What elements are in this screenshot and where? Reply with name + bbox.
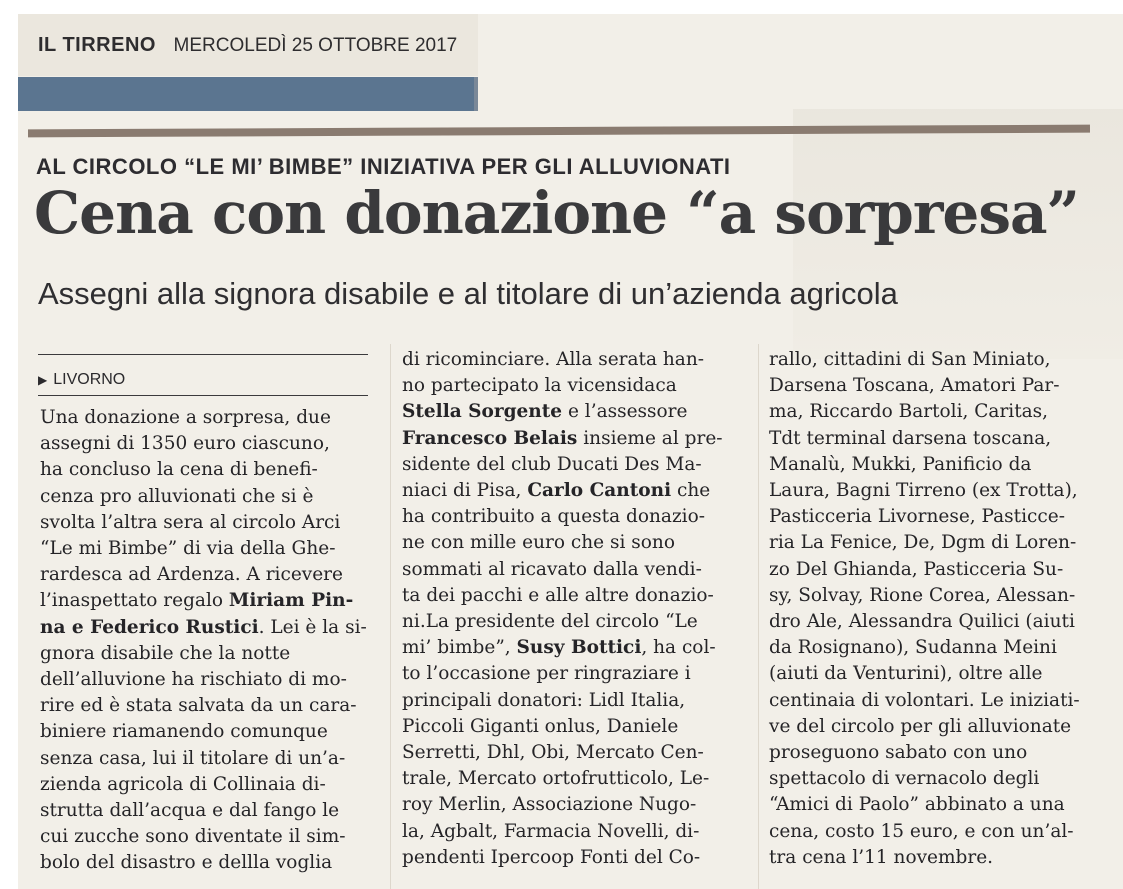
article-text-line: cui zucche sono diventate il sim-: [40, 826, 346, 848]
article-text-line: rallo, cittadini di San Miniato,: [769, 349, 1051, 370]
article-text-line: no partecipato la vicensidaca: [402, 375, 677, 397]
article-text-line: Laura, Bagni Tirreno (ex Trotta),: [769, 480, 1078, 502]
article-text-line: dro Ale, Alessandra Quilici (aiuti: [769, 611, 1075, 633]
article-text-line: senza casa, lui il titolare di un’a-: [40, 747, 346, 769]
article-text-line: svolta l’altra sera al circolo Arci: [40, 511, 341, 533]
article-column-3: [769, 347, 1114, 871]
article-text-line: rire ed è stata salvata da un cara-: [40, 695, 357, 717]
header-color-bar: [18, 77, 474, 111]
header-color-bar-edge: [474, 77, 478, 111]
article-text-line: spettacolo di vernacolo degli: [769, 768, 1040, 790]
article-text-line: zo Del Ghianda, Pasticceria Su-: [769, 558, 1064, 580]
article-headline: Cena con donazione “a sorpresa”: [34, 179, 1079, 247]
article-text-line: sy, Solvay, Rione Corea, Alessan-: [769, 584, 1076, 606]
article-kicker: AL CIRCOLO “LE MI’ BIMBE” INIZIATIVA PER GLI ALLUVIONATI: [36, 154, 731, 179]
article-text-line: Una donazione a sorpresa, due: [40, 407, 331, 428]
article-column-2: [402, 347, 747, 871]
article-text-line: la, Agbalt, Farmacia Novelli, di-: [402, 820, 700, 842]
location-label: LIVORNO: [53, 371, 126, 388]
article-text-line: da Rosignano), Sudanna Meini: [769, 637, 1057, 659]
article-text-line: rardesca ad Ardenza. A ricevere: [40, 564, 343, 586]
article-text-line: Pasticceria Livornese, Pasticce-: [769, 506, 1065, 528]
article-text-line: (aiuti da Venturini), oltre alle: [769, 663, 1043, 685]
article-text-line: Piccoli Giganti onlus, Daniele: [402, 715, 679, 737]
article-text-line: ne con mille euro che si sono: [402, 532, 675, 554]
article-text-line: sommati al ricavato dalla vendi-: [402, 558, 702, 580]
article-text-line: Serretti, Dhl, Obi, Mercato Cen-: [402, 742, 704, 764]
article-text-line: proseguono sabato con uno: [769, 742, 1028, 764]
article-text-line: bolo del disastro e dellla voglia: [40, 852, 333, 874]
article-text-line: ha concluso la cena di benefi-: [40, 459, 318, 481]
article-text-line: ni.La presidente del circolo “Le: [402, 611, 698, 633]
article-text-line: roy Merlin, Associazione Nugo-: [402, 794, 697, 816]
article-text-line: l’inaspettato regalo Miriam Pin-: [40, 590, 354, 612]
article-text-line: principali donatori: Lidl Italia,: [402, 689, 686, 711]
article-text-line: assegni di 1350 euro ciascuno,: [40, 433, 330, 455]
article-text-line: biniere riamanendo comunque: [40, 721, 328, 743]
article-text-line: strutta dall’acqua e dal fango le: [40, 800, 340, 822]
article-text-line: cena, costo 15 euro, e con un’al-: [769, 820, 1074, 842]
article-text-line: pendenti Ipercoop Fonti del Co-: [402, 846, 701, 868]
article-text-line: dell’alluvione ha rischiato di mo-: [40, 669, 347, 691]
article-text-line: mi’ bimbe”, Susy Bottici, ha col-: [402, 637, 716, 659]
newspaper-clipping: [18, 14, 1123, 889]
article-text-line: niaci di Pisa, Carlo Cantoni che: [402, 480, 711, 502]
article-text-line: ve del circolo per gli alluvionate: [769, 715, 1072, 737]
triangle-bullet-icon: ▶: [38, 373, 48, 387]
article-text-line: “Amici di Paolo” abbinato a una: [769, 794, 1065, 816]
issue-date: MERCOLEDÌ 25 OTTOBRE 2017: [173, 35, 458, 56]
article-text-line: tra cena l’11 novembre.: [769, 846, 994, 868]
location-rule-bottom: [38, 395, 368, 396]
article-text-line: di ricominciare. Alla serata han-: [402, 349, 705, 370]
article-text-line: to l’occasione per ringraziare i: [402, 663, 691, 685]
article-text-line: centinaia di volontari. Le iniziati-: [769, 689, 1080, 711]
location-rule-top: [38, 354, 368, 355]
article-column-1: [40, 405, 385, 877]
column-gutter: [758, 344, 759, 889]
masthead: [38, 34, 457, 57]
article-text-line: sidente del club Ducati Des Ma-: [402, 453, 702, 475]
article-subtitle: Assegni alla signora disabile e al titolare di un’azienda agricola: [38, 276, 898, 311]
column-gutter: [390, 344, 391, 889]
article-text-line: zienda agricola di Collinaia di-: [40, 773, 326, 795]
article-text-line: Stella Sorgente e l’assessore: [402, 401, 688, 423]
article-text-line: na e Federico Rustici. Lei è la si-: [40, 616, 367, 638]
article-text-line: ma, Riccardo Bartoli, Caritas,: [769, 401, 1049, 423]
article-text-line: cenza pro alluvionati che si è: [40, 485, 314, 507]
location-tag: [38, 371, 125, 389]
article-text-line: Manalù, Mukki, Panificio da: [769, 453, 1032, 475]
newspaper-name: IL TIRRENO: [38, 34, 156, 56]
article-text-line: gnora disabile che la notte: [40, 642, 291, 664]
article-text-line: ha contribuito a questa donazio-: [402, 506, 705, 528]
article-text-line: ria La Fenice, De, Dgm di Loren-: [769, 532, 1077, 554]
article-text-line: Tdt terminal darsena toscana,: [769, 427, 1052, 449]
article-text-line: ta dei pacchi e alle altre donazio-: [402, 584, 714, 606]
article-text-line: Darsena Toscana, Amatori Par-: [769, 375, 1060, 397]
article-text-line: Francesco Belais insieme al pre-: [402, 427, 723, 449]
article-text-line: trale, Mercato ortofrutticolo, Le-: [402, 768, 710, 790]
article-text-line: “Le mi Bimbe” di via della Ghe-: [40, 538, 336, 560]
